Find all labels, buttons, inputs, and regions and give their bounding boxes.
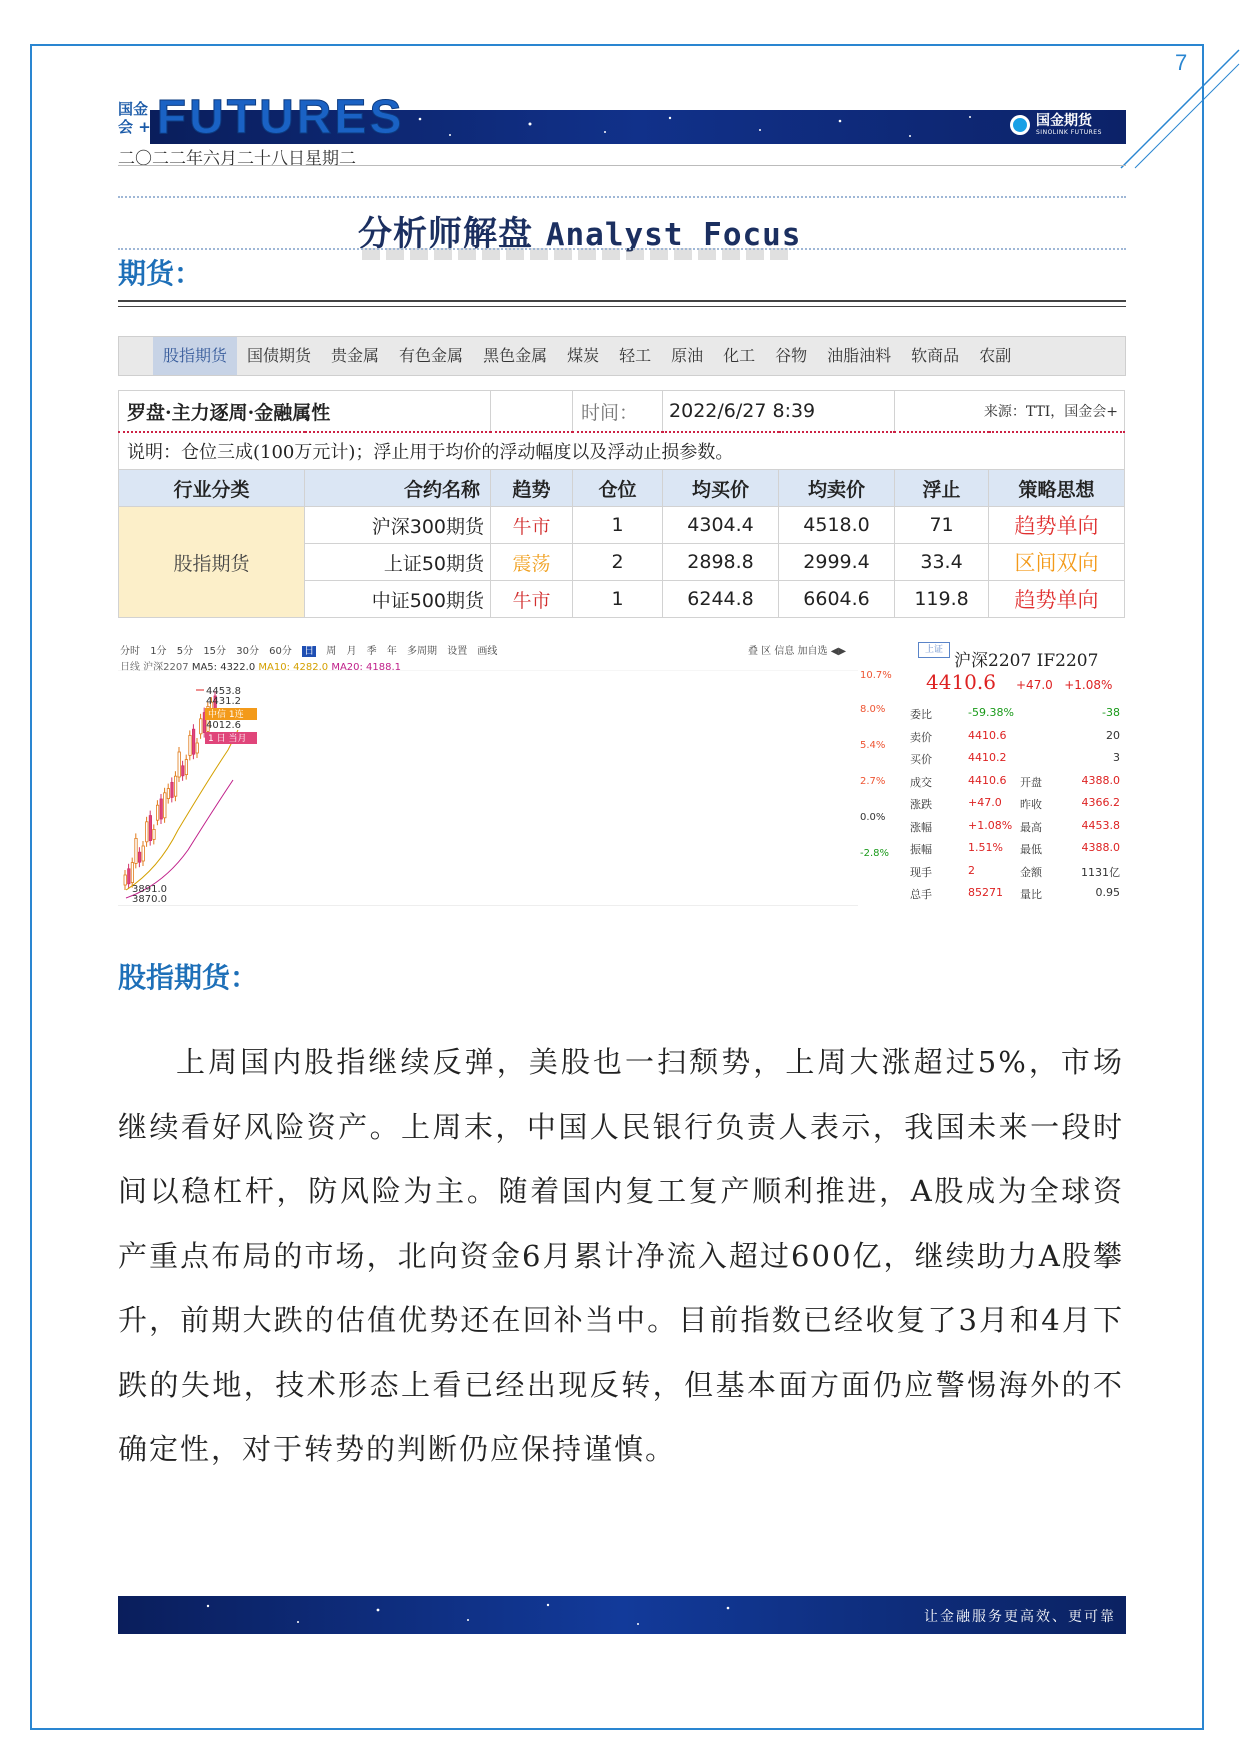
tab-0[interactable]: 股指期货 [153, 337, 237, 375]
col-header-buy: 均买价 [663, 470, 779, 507]
candlestick-plot [118, 670, 858, 906]
candle-body [135, 838, 137, 863]
brand-cn-top: 国金 [118, 100, 149, 118]
quote-row [908, 751, 1122, 771]
quote-row-value: 2 [968, 863, 975, 877]
corner-decoration [1101, 0, 1241, 180]
col-header-sell: 均卖价 [779, 470, 895, 507]
table-blank [491, 391, 573, 433]
time-value: 2022/6/27 8:39 [663, 391, 895, 433]
quote-row-value: 85271 [968, 886, 1003, 899]
brand-futures: FUTURES [156, 91, 405, 144]
candle-body [192, 729, 194, 754]
trend-cell: 牛市 [491, 581, 573, 618]
pct-axis-5: -2.8% [860, 848, 890, 859]
quote-panel [908, 636, 1124, 906]
period-8[interactable]: 月 [346, 646, 357, 657]
candle-body [164, 793, 166, 818]
quote-row-label: 涨跌 [910, 798, 932, 811]
quote-change [1016, 678, 1112, 692]
quote-row-label: 成交 [910, 775, 932, 789]
quote-row-label2: 最低 [1020, 843, 1042, 856]
quote-row-value2: -38 [1102, 706, 1120, 719]
quote-row-label: 买价 [910, 753, 932, 766]
time-label: 时间： [573, 391, 663, 433]
chart-tools-right[interactable]: 叠 区 信息 加自选 ◀▶ [748, 646, 847, 657]
quote-row-value2: 4388.0 [1081, 841, 1120, 854]
quote-price: 4410.6 [926, 670, 996, 694]
position-cell: 2 [573, 544, 663, 581]
brand-logo [118, 88, 404, 148]
period-0[interactable]: 分时 [120, 646, 140, 657]
period-7[interactable]: 周 [326, 646, 337, 657]
candle-body [182, 766, 184, 776]
quote-change-abs: +47.0 [1016, 678, 1053, 692]
col-header-category: 行业分类 [119, 470, 305, 507]
tab-9[interactable]: 谷物 [775, 346, 808, 365]
tab-12[interactable]: 农副 [979, 346, 1012, 365]
table-row [119, 507, 1125, 544]
quote-row-value2: 1131亿 [1081, 865, 1120, 879]
quote-row-value: +47.0 [968, 796, 1002, 809]
period-1[interactable]: 1分 [150, 646, 167, 657]
candle-body [138, 852, 140, 862]
buy-cell: 6244.8 [663, 581, 779, 618]
candle-body [185, 760, 187, 775]
period-5[interactable]: 60分 [269, 646, 292, 657]
kline-widget [118, 636, 1124, 906]
sell-cell: 6604.6 [779, 581, 895, 618]
price-label-3: 4012.6 [206, 720, 241, 731]
candle-body [156, 805, 158, 820]
quote-row-label: 涨幅 [910, 820, 932, 834]
quote-row-value2: 4388.0 [1081, 773, 1120, 787]
strategy-cell: 趋势单向 [989, 507, 1125, 544]
pct-axis-2: 5.4% [860, 740, 886, 751]
quote-row [908, 864, 1122, 884]
candle-body [128, 869, 130, 884]
price-label-4: 3891.0 [132, 884, 167, 895]
period-3[interactable]: 15分 [203, 646, 227, 657]
header-rule [118, 165, 1126, 166]
quote-row [908, 706, 1122, 726]
period-4[interactable]: 30分 [236, 646, 259, 657]
candle-body [160, 799, 162, 819]
heading-index-futures: 股指期货： [118, 961, 259, 994]
quote-row [908, 841, 1122, 861]
tab-8[interactable]: 化工 [723, 346, 756, 365]
quote-row-value2: 4453.8 [1081, 818, 1120, 832]
period-2[interactable]: 5分 [176, 646, 194, 657]
quote-row-label: 总手 [910, 888, 932, 901]
logo-cn: 国金期货 [1036, 113, 1092, 129]
table-source: 来源：TTI，国金会+ [895, 391, 1125, 433]
ma-label: 日线 沪深2207 [120, 662, 189, 673]
quote-tag[interactable]: 上证 [918, 642, 950, 658]
period-toolbar [120, 642, 504, 657]
contract-name: 沪深300期货 [305, 507, 491, 544]
ma10-value: MA10: 4282.0 [258, 662, 329, 673]
period-11[interactable]: 多周期 [407, 646, 438, 657]
candle-body [178, 752, 180, 777]
quote-row-value: +1.08% [968, 818, 1013, 832]
analysis-paragraph: 上周国内股指继续反弹，美股也一扫颓势，上周大涨超过5%，市场继续看好风险资产。上周末，中国人民银行负责人表示，我国未来一段时间以稳杠杆，防风险为主。随着国内复工复产顺利推进，A股成为全球资产重点布局的市场，北向资金6月累计净流入超过600亿，继续助力A股攀升，前期大跌的估值优势还在回补当中。目前指数已经收复了3月和4月下跌的失地，技术形态上看已经出现反转，但基本面方面仍应警惕海外的不确定性，对于转势的判断仍应保持谨慎。 [118, 1045, 1124, 1466]
pct-axis-4: 0.0% [860, 812, 886, 823]
quote-row-label2: 最高 [1020, 820, 1042, 834]
double-rule [118, 300, 1126, 307]
buy-cell: 2898.8 [663, 544, 779, 581]
trend-cell: 牛市 [491, 507, 573, 544]
price-label-2: 4431.2 [206, 696, 241, 707]
quote-row-label2: 金额 [1020, 865, 1042, 879]
tab-4[interactable]: 黑色金属 [483, 346, 548, 365]
tag-month: 1 日 当月 [208, 734, 247, 744]
period-10[interactable]: 年 [386, 646, 397, 657]
contract-name: 中证500期货 [305, 581, 491, 618]
quote-row [908, 729, 1122, 749]
category-tabs [118, 336, 1126, 376]
candle-body [142, 846, 144, 861]
quote-change-pct: +1.08% [1064, 678, 1113, 692]
quote-row-value2: 20 [1106, 728, 1120, 742]
candle-body [146, 822, 148, 842]
col-header-position: 仓位 [573, 470, 663, 507]
section-title-cn: 分析师解盘 [358, 214, 533, 254]
period-6[interactable]: 日 [304, 646, 315, 657]
report-date: 二〇二二年六月二十八日星期二 [118, 149, 356, 169]
heading-futures: 期货： [118, 257, 203, 290]
tab-10[interactable]: 油脂油料 [827, 346, 892, 365]
candle-body [196, 743, 198, 753]
period-13[interactable]: 画线 [477, 646, 498, 657]
section-title-en: Analyst Focus [545, 217, 802, 253]
contract-name: 上证50期货 [305, 544, 491, 581]
pct-axis-0: 10.7% [860, 670, 892, 681]
footer-banner [118, 1596, 1126, 1634]
brand-cn-bottom: 会 + [118, 118, 151, 136]
quote-row-label: 振幅 [910, 843, 932, 856]
quote-row-value: 4410.6 [968, 773, 1007, 787]
dotted-rule-bottom [118, 248, 1126, 250]
tab-6[interactable]: 轻工 [619, 346, 652, 365]
pct-axis-3: 2.7% [860, 776, 886, 787]
trend-cell: 震荡 [491, 544, 573, 581]
category-cell: 股指期货 [119, 507, 305, 618]
quote-row-value2: 4366.2 [1081, 796, 1120, 809]
quote-row-value2: 0.95 [1095, 886, 1120, 899]
footer-slogan: 让金融服务更高效、更可靠 [924, 1609, 1116, 1625]
quote-row-value: 4410.2 [968, 751, 1007, 764]
strategy-cell: 趋势单向 [989, 581, 1125, 618]
candle-body [171, 782, 173, 797]
ma5-value: MA5: 4322.0 [191, 662, 256, 673]
tab-5[interactable]: 煤炭 [567, 346, 600, 365]
sinolink-logo [1010, 113, 1102, 137]
period-12[interactable]: 设置 [447, 646, 468, 657]
tab-3[interactable]: 有色金属 [399, 346, 464, 365]
pct-axis-1: 8.0% [860, 704, 886, 715]
quote-row [908, 774, 1122, 794]
quote-row-value: 1.51% [968, 841, 1003, 854]
tab-1[interactable]: 国债期货 [247, 346, 312, 365]
col-header-trend: 趋势 [491, 470, 573, 507]
candle-body [167, 789, 169, 799]
quote-row [908, 819, 1122, 839]
candle-body [153, 829, 155, 839]
sell-cell: 4518.0 [779, 507, 895, 544]
candle-body [174, 776, 176, 796]
stop-cell: 119.8 [895, 581, 989, 618]
table-title: 罗盘·主力逐周·金融属性 [119, 391, 491, 433]
price-label-high: 4453.8 [206, 686, 241, 697]
col-header-contract: 合约名称 [305, 470, 491, 507]
col-header-stop: 浮止 [895, 470, 989, 507]
compass-table [118, 390, 1125, 618]
quote-title: 沪深2207 IF2207 [954, 651, 1099, 671]
quote-row [908, 796, 1122, 816]
table-note: 说明：仓位三成(100万元计)；浮止用于均价的浮动幅度以及浮动止损参数。 [119, 432, 1125, 470]
quote-row-value: -59.38% [968, 706, 1014, 719]
quote-row-label2: 量比 [1020, 888, 1042, 901]
sinolink-logo-icon [1010, 115, 1030, 135]
position-cell: 1 [573, 507, 663, 544]
tab-2[interactable]: 贵金属 [331, 346, 380, 365]
strategy-cell: 区间双向 [989, 544, 1125, 581]
candle-body [189, 735, 191, 755]
quote-row-label2: 开盘 [1020, 775, 1042, 789]
ma20-value: MA20: 4188.1 [331, 662, 402, 673]
candle-body [124, 875, 126, 885]
page-number: 7 [1175, 50, 1188, 75]
tab-11[interactable]: 软商品 [911, 346, 960, 365]
quote-row [908, 886, 1122, 906]
quote-row-value2: 3 [1113, 751, 1120, 764]
buy-cell: 4304.4 [663, 507, 779, 544]
price-label-low: 3870.0 [132, 894, 167, 905]
dotted-rule-top [118, 196, 1126, 198]
quote-row-label2: 昨收 [1020, 798, 1042, 811]
tab-7[interactable]: 原油 [671, 346, 704, 365]
quote-row-label: 现手 [910, 865, 932, 879]
period-9[interactable]: 季 [366, 646, 377, 657]
logo-en: SINOLINK FUTURES [1036, 129, 1102, 136]
candle-body [200, 719, 202, 734]
stop-cell: 71 [895, 507, 989, 544]
quote-row-label: 委比 [910, 708, 932, 721]
position-cell: 1 [573, 581, 663, 618]
candle-body [149, 816, 151, 841]
quote-row-value: 4410.6 [968, 728, 1007, 742]
tag-main: 中信 1连 [208, 710, 244, 720]
col-header-strategy: 策略思想 [989, 470, 1125, 507]
stop-cell: 33.4 [895, 544, 989, 581]
quote-row-label: 卖价 [910, 730, 932, 744]
sell-cell: 2999.4 [779, 544, 895, 581]
candle-body [131, 863, 133, 883]
